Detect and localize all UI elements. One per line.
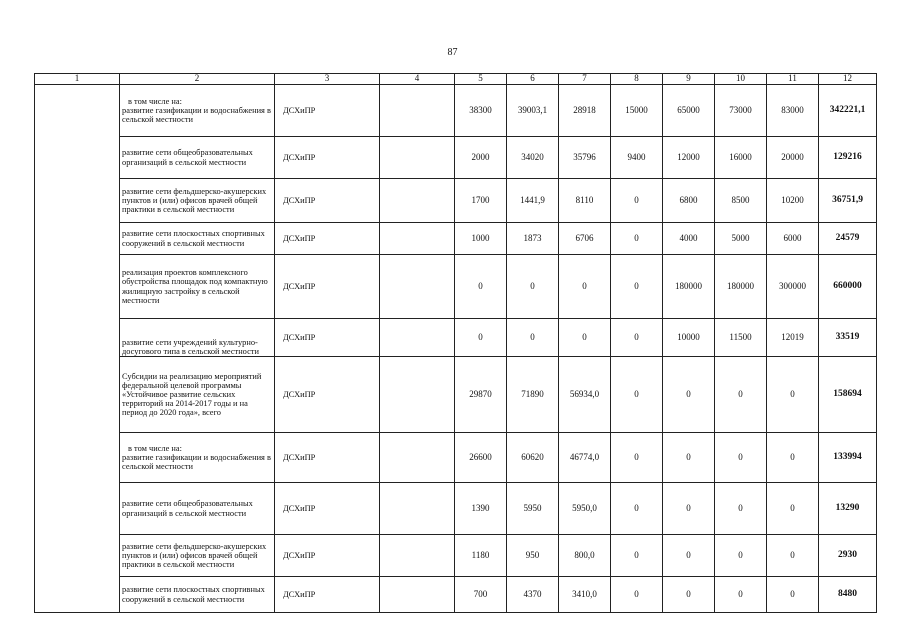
executor-cell: ДСХиПР — [275, 223, 380, 255]
row-name-cell: Субсидии на реализацию мероприятий федеральной целевой программы «Устойчивое развитие сельских территорий на 2014-2017 годы и на период до 2020 года», всего — [120, 357, 275, 433]
value-cell: 0 — [663, 433, 715, 483]
row-name-cell — [120, 85, 275, 137]
value-cell: 35796 — [559, 137, 611, 179]
value-cell: 1390 — [455, 483, 507, 535]
table-row — [35, 319, 877, 357]
value-cell: 1180 — [455, 535, 507, 577]
total-cell: 660000 — [819, 255, 877, 319]
executor-cell: ДСХиПР — [275, 179, 380, 223]
executor-cell: ДСХиПР — [275, 433, 380, 483]
value-cell: 0 — [663, 535, 715, 577]
column-number: 4 — [380, 74, 455, 85]
value-cell: 3410,0 — [559, 577, 611, 613]
value-cell: 83000 — [767, 85, 819, 137]
value-cell: 0 — [767, 577, 819, 613]
value-cell: 20000 — [767, 137, 819, 179]
value-cell: 0 — [611, 535, 663, 577]
value-cell: 10000 — [663, 319, 715, 357]
merged-column-1-cell — [35, 85, 120, 613]
table-row — [35, 223, 877, 255]
value-cell: 800,0 — [559, 535, 611, 577]
value-cell: 56934,0 — [559, 357, 611, 433]
value-cell: 0 — [611, 483, 663, 535]
value-cell: 0 — [663, 483, 715, 535]
executor-cell: ДСХиПР — [275, 535, 380, 577]
row-name-cell: развитие сети плоскостных спортивных сооружений в сельской местности — [120, 223, 275, 255]
value-cell: 28918 — [559, 85, 611, 137]
value-cell: 0 — [715, 357, 767, 433]
value-cell: 65000 — [663, 85, 715, 137]
value-cell: 0 — [663, 357, 715, 433]
value-cell: 39003,1 — [507, 85, 559, 137]
empty-cell — [380, 577, 455, 613]
value-cell: 0 — [767, 357, 819, 433]
column-number: 1 — [35, 74, 120, 85]
table-row — [35, 577, 877, 613]
value-cell: 0 — [455, 319, 507, 357]
value-cell: 0 — [507, 319, 559, 357]
executor-cell: ДСХиПР — [275, 483, 380, 535]
value-cell: 300000 — [767, 255, 819, 319]
value-cell: 0 — [611, 577, 663, 613]
row-name-cell: развитие сети учреждений культурно-досугового типа в сельской местности — [120, 319, 275, 357]
value-cell: 38300 — [455, 85, 507, 137]
empty-cell — [380, 433, 455, 483]
row-name: развитие газификации и водоснабжения в сельской местности — [122, 105, 271, 125]
empty-cell — [380, 137, 455, 179]
total-cell: 129216 — [819, 137, 877, 179]
value-cell: 0 — [767, 433, 819, 483]
value-cell: 1873 — [507, 223, 559, 255]
value-cell: 0 — [611, 223, 663, 255]
table-row — [35, 255, 877, 319]
value-cell: 4370 — [507, 577, 559, 613]
value-cell: 34020 — [507, 137, 559, 179]
value-cell: 1441,9 — [507, 179, 559, 223]
table-row — [35, 433, 877, 483]
value-cell: 60620 — [507, 433, 559, 483]
value-cell: 12019 — [767, 319, 819, 357]
value-cell: 5000 — [715, 223, 767, 255]
value-cell: 5950 — [507, 483, 559, 535]
value-cell: 0 — [767, 483, 819, 535]
row-name-cell: развитие сети плоскостных спортивных сооружений в сельской местности — [120, 577, 275, 613]
row-name-cell: развитие сети общеобразовательных организаций в сельской местности — [120, 483, 275, 535]
value-cell: 0 — [455, 255, 507, 319]
column-number: 3 — [275, 74, 380, 85]
column-number: 11 — [767, 74, 819, 85]
table-row — [35, 179, 877, 223]
column-number: 2 — [120, 74, 275, 85]
value-cell: 0 — [611, 255, 663, 319]
value-cell: 6706 — [559, 223, 611, 255]
value-cell: 180000 — [715, 255, 767, 319]
table-row — [35, 535, 877, 577]
column-number: 10 — [715, 74, 767, 85]
value-cell: 71890 — [507, 357, 559, 433]
value-cell: 26600 — [455, 433, 507, 483]
column-number: 7 — [559, 74, 611, 85]
value-cell: 0 — [611, 319, 663, 357]
column-number: 9 — [663, 74, 715, 85]
value-cell: 6800 — [663, 179, 715, 223]
table-row — [35, 85, 877, 137]
empty-cell — [380, 483, 455, 535]
table-row — [35, 483, 877, 535]
value-cell: 0 — [715, 535, 767, 577]
value-cell: 0 — [611, 433, 663, 483]
value-cell: 180000 — [663, 255, 715, 319]
value-cell: 73000 — [715, 85, 767, 137]
column-number: 5 — [455, 74, 507, 85]
total-cell: 36751,9 — [819, 179, 877, 223]
table-row — [35, 137, 877, 179]
total-cell: 133994 — [819, 433, 877, 483]
value-cell: 8110 — [559, 179, 611, 223]
section-lead-text: в том числе на: — [128, 443, 182, 453]
value-cell: 0 — [559, 319, 611, 357]
value-cell: 10200 — [767, 179, 819, 223]
value-cell: 6000 — [767, 223, 819, 255]
total-cell: 158694 — [819, 357, 877, 433]
total-cell: 33519 — [819, 319, 877, 357]
value-cell: 1000 — [455, 223, 507, 255]
row-name-cell: развитие сети фельдшерско-акушерских пунктов и (или) офисов врачей общей практики в сельской местности — [120, 535, 275, 577]
total-cell: 342221,1 — [819, 85, 877, 137]
empty-cell — [380, 223, 455, 255]
empty-cell — [380, 357, 455, 433]
value-cell: 0 — [715, 433, 767, 483]
section-lead-text: в том числе на: — [128, 96, 182, 106]
empty-cell — [380, 255, 455, 319]
value-cell: 0 — [715, 483, 767, 535]
row-name-cell: реализация проектов комплексного обустройства площадок под компактную жилищную застройку в сельской местности — [120, 255, 275, 319]
value-cell: 0 — [611, 179, 663, 223]
value-cell: 950 — [507, 535, 559, 577]
value-cell: 0 — [559, 255, 611, 319]
column-number-row — [35, 74, 877, 85]
value-cell: 9400 — [611, 137, 663, 179]
value-cell: 15000 — [611, 85, 663, 137]
value-cell: 5950,0 — [559, 483, 611, 535]
total-cell: 2930 — [819, 535, 877, 577]
value-cell: 0 — [663, 577, 715, 613]
value-cell: 12000 — [663, 137, 715, 179]
budget-table — [34, 73, 877, 613]
value-cell: 29870 — [455, 357, 507, 433]
empty-cell — [380, 85, 455, 137]
value-cell: 0 — [715, 577, 767, 613]
executor-cell: ДСХиПР — [275, 85, 380, 137]
value-cell: 11500 — [715, 319, 767, 357]
empty-cell — [380, 535, 455, 577]
row-name-cell — [120, 433, 275, 483]
value-cell: 4000 — [663, 223, 715, 255]
total-cell: 24579 — [819, 223, 877, 255]
value-cell: 700 — [455, 577, 507, 613]
value-cell: 0 — [767, 535, 819, 577]
total-cell: 13290 — [819, 483, 877, 535]
executor-cell: ДСХиПР — [275, 577, 380, 613]
value-cell: 1700 — [455, 179, 507, 223]
executor-cell: ДСХиПР — [275, 319, 380, 357]
executor-cell: ДСХиПР — [275, 357, 380, 433]
value-cell: 46774,0 — [559, 433, 611, 483]
empty-cell — [380, 179, 455, 223]
executor-cell: ДСХиПР — [275, 255, 380, 319]
value-cell: 16000 — [715, 137, 767, 179]
empty-cell — [380, 319, 455, 357]
page-number: 87 — [447, 47, 458, 58]
row-name-cell: развитие сети общеобразовательных организаций в сельской местности — [120, 137, 275, 179]
total-cell: 8480 — [819, 577, 877, 613]
row-name-cell: развитие сети фельдшерско-акушерских пунктов и (или) офисов врачей общей практики в сельской местности — [120, 179, 275, 223]
value-cell: 2000 — [455, 137, 507, 179]
table-row — [35, 357, 877, 433]
row-name: развитие газификации и водоснабжения в сельской местности — [122, 452, 271, 472]
executor-cell: ДСХиПР — [275, 137, 380, 179]
column-number: 12 — [819, 74, 877, 85]
value-cell: 0 — [507, 255, 559, 319]
column-number: 6 — [507, 74, 559, 85]
column-number: 8 — [611, 74, 663, 85]
value-cell: 0 — [611, 357, 663, 433]
value-cell: 8500 — [715, 179, 767, 223]
